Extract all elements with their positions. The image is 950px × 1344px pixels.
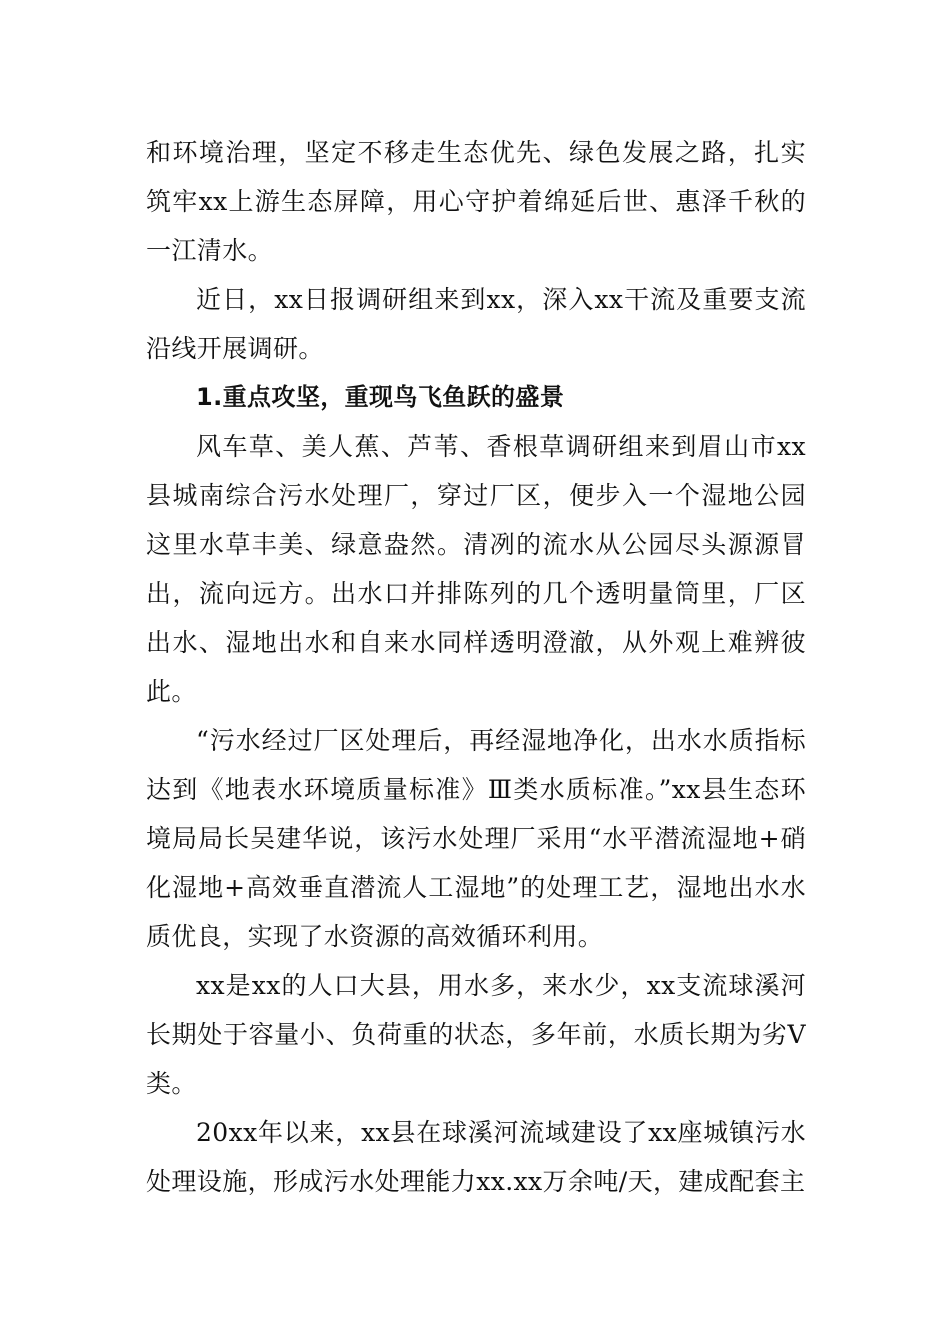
paragraph-quote: “污水经过厂区处理后，再经湿地净化，出水水质指标达到《地表水环境质量标准》Ⅲ类水质标准。”xx县生态环境局局长吴建华说，该污水处理厂采用“水平潜流湿地+硝化湿地+高效垂直潜流人工湿地”的处理工艺，湿地出水水质优良，实现了水资源的高效循环利用。 [146,726,806,951]
paragraph-county: xx是xx的人口大县，用水多，来水少，xx支流球溪河长期处于容量小、负荷重的状态，多年前，水质长期为劣Ⅴ类。 [146,971,806,1098]
section-heading: 1.重点攻坚，重现鸟飞鱼跃的盛景 [196,383,565,411]
paragraph-research-intro: 近日，xx日报调研组来到xx，深入xx干流及重要支流沿线开展调研。 [146,285,806,363]
paragraph-facilities: 20xx年以来，xx县在球溪河流域建设了xx座城镇污水处理设施，形成污水处理能力xx.xx万余吨/天，建成配套主 [146,1118,806,1196]
paragraph-continuation: 和环境治理，坚定不移走生态优先、绿色发展之路，扎实筑牢xx上游生态屏障，用心守护着绵延后世、惠泽千秋的一江清水。 [146,138,806,265]
paragraph-wetland-park: 风车草、美人蕉、芦苇、香根草调研组来到眉山市xx县城南综合污水处理厂，穿过厂区，便步入一个湿地公园这里水草丰美、绿意盎然。清冽的流水从公园尽头源源冒出，流向远方。出水口并排陈列的几个透明量筒里，厂区出水、湿地出水和自来水同样透明澄澈，从外观上难辨彼此。 [146,432,806,706]
document-page [146,128,806,1206]
